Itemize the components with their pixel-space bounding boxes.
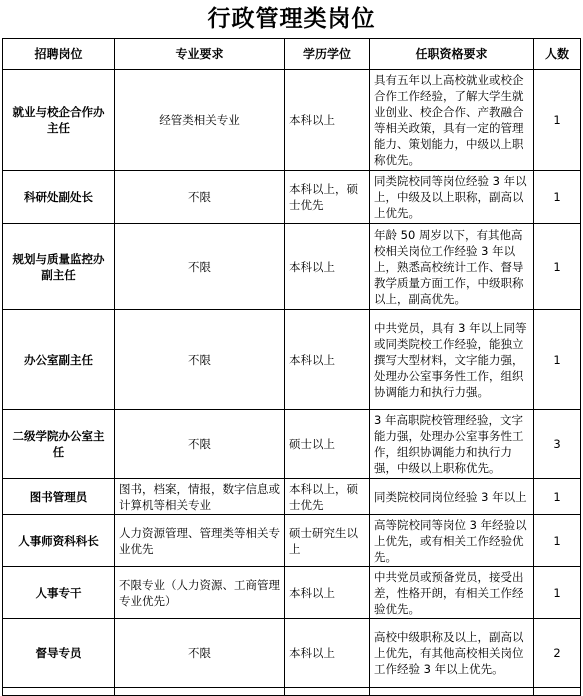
cell-education: 本科以上 bbox=[285, 619, 370, 688]
header-qualifications: 任职资格要求 bbox=[370, 39, 534, 70]
header-count: 人数 bbox=[534, 39, 581, 70]
table-row bbox=[3, 171, 581, 224]
cell-qualifications: 年龄 50 周岁以下，有其他高校相关岗位工作经验 3 年以上，熟悉高校统计工作、督导教学质量方面工作，中级职称以上，副高优先。 bbox=[370, 224, 534, 310]
cell-empty bbox=[285, 688, 370, 696]
table-row bbox=[3, 619, 581, 688]
cell-education: 本科以上 bbox=[285, 70, 370, 171]
table-row bbox=[3, 479, 581, 515]
table-row bbox=[3, 515, 581, 567]
cell-position: 督导专员 bbox=[3, 619, 115, 688]
cell-education: 本科以上 bbox=[285, 310, 370, 410]
page-title: 行政管理类岗位 bbox=[207, 6, 376, 32]
cell-qualifications: 同类院校同岗位经验 3 年以上 bbox=[370, 479, 534, 515]
table-row bbox=[3, 410, 581, 479]
cell-empty bbox=[370, 688, 534, 696]
table-row bbox=[3, 310, 581, 410]
table-header-row bbox=[3, 39, 581, 70]
table-row bbox=[3, 224, 581, 310]
cell-position: 科研处副处长 bbox=[3, 171, 115, 224]
cell-qualifications: 3 年高职院校管理经验，文字能力强，处理办公室事务性工作，组织协调能力和执行力强，中级以上职称优先。 bbox=[370, 410, 534, 479]
cell-major: 经管类相关专业 bbox=[115, 70, 285, 171]
cell-education: 硕士以上 bbox=[285, 410, 370, 479]
cell-count: 1 bbox=[534, 224, 581, 310]
cell-qualifications: 同类院校同等岗位经验 3 年以上，中级及以上职称，副高以上优先。 bbox=[370, 171, 534, 224]
cell-count: 1 bbox=[534, 70, 581, 171]
cell-position: 人事专干 bbox=[3, 567, 115, 619]
header-major: 专业要求 bbox=[115, 39, 285, 70]
cell-qualifications: 中共党员或预备党员，接受出差，性格开朗，有相关工作经验优先。 bbox=[370, 567, 534, 619]
cell-count: 1 bbox=[534, 567, 581, 619]
cell-count: 1 bbox=[534, 515, 581, 567]
cell-count: 1 bbox=[534, 171, 581, 224]
cell-empty bbox=[534, 688, 581, 696]
header-position: 招聘岗位 bbox=[3, 39, 115, 70]
cell-education: 本科以上 bbox=[285, 567, 370, 619]
cell-major: 人力资源管理、管理类等相关专业优先 bbox=[115, 515, 285, 567]
cell-position: 就业与校企合作办主任 bbox=[3, 70, 115, 171]
cell-qualifications: 中共党员，具有 3 年以上同等或同类院校工作经验，能独立撰写大型材料，文字能力强，处理办公室事务性工作，组织协调能力和执行力强。 bbox=[370, 310, 534, 410]
cell-major: 不限 bbox=[115, 310, 285, 410]
cell-position: 二级学院办公室主任 bbox=[3, 410, 115, 479]
cell-major: 不限 bbox=[115, 171, 285, 224]
cell-education: 硕士研究生以上 bbox=[285, 515, 370, 567]
cell-position: 人事师资科科长 bbox=[3, 515, 115, 567]
cell-education: 本科以上 bbox=[285, 224, 370, 310]
table-row bbox=[3, 70, 581, 171]
cell-major: 不限专业（人力资源、工商管理专业优先） bbox=[115, 567, 285, 619]
cell-position: 办公室副主任 bbox=[3, 310, 115, 410]
job-table bbox=[2, 38, 581, 696]
cell-count: 2 bbox=[534, 619, 581, 688]
cell-major: 图书，档案，情报，数字信息或计算机等相关专业 bbox=[115, 479, 285, 515]
header-education: 学历学位 bbox=[285, 39, 370, 70]
cell-education: 本科以上，硕士优先 bbox=[285, 479, 370, 515]
cell-empty bbox=[115, 688, 285, 696]
cell-major: 不限 bbox=[115, 410, 285, 479]
cell-count: 3 bbox=[534, 410, 581, 479]
cell-education: 本科以上，硕士优先 bbox=[285, 171, 370, 224]
cell-position: 规划与质量监控办副主任 bbox=[3, 224, 115, 310]
cell-count: 1 bbox=[534, 310, 581, 410]
cell-major: 不限 bbox=[115, 224, 285, 310]
cell-count: 1 bbox=[534, 479, 581, 515]
table-row-partial bbox=[3, 688, 581, 696]
cell-empty bbox=[3, 688, 115, 696]
cell-position: 图书管理员 bbox=[3, 479, 115, 515]
table-row bbox=[3, 567, 581, 619]
cell-qualifications: 高等院校同等岗位 3 年经验以上优先，或有相关工作经验优先。 bbox=[370, 515, 534, 567]
cell-major: 不限 bbox=[115, 619, 285, 688]
cell-qualifications: 高校中级职称及以上，副高以上优先，有其他高校相关岗位工作经验 3 年以上优先。 bbox=[370, 619, 534, 688]
cell-qualifications: 具有五年以上高校就业或校企合作工作经验，了解大学生就业创业、校企合作、产教融合等相关政策，具有一定的管理能力、策划能力，中级以上职称优先。 bbox=[370, 70, 534, 171]
